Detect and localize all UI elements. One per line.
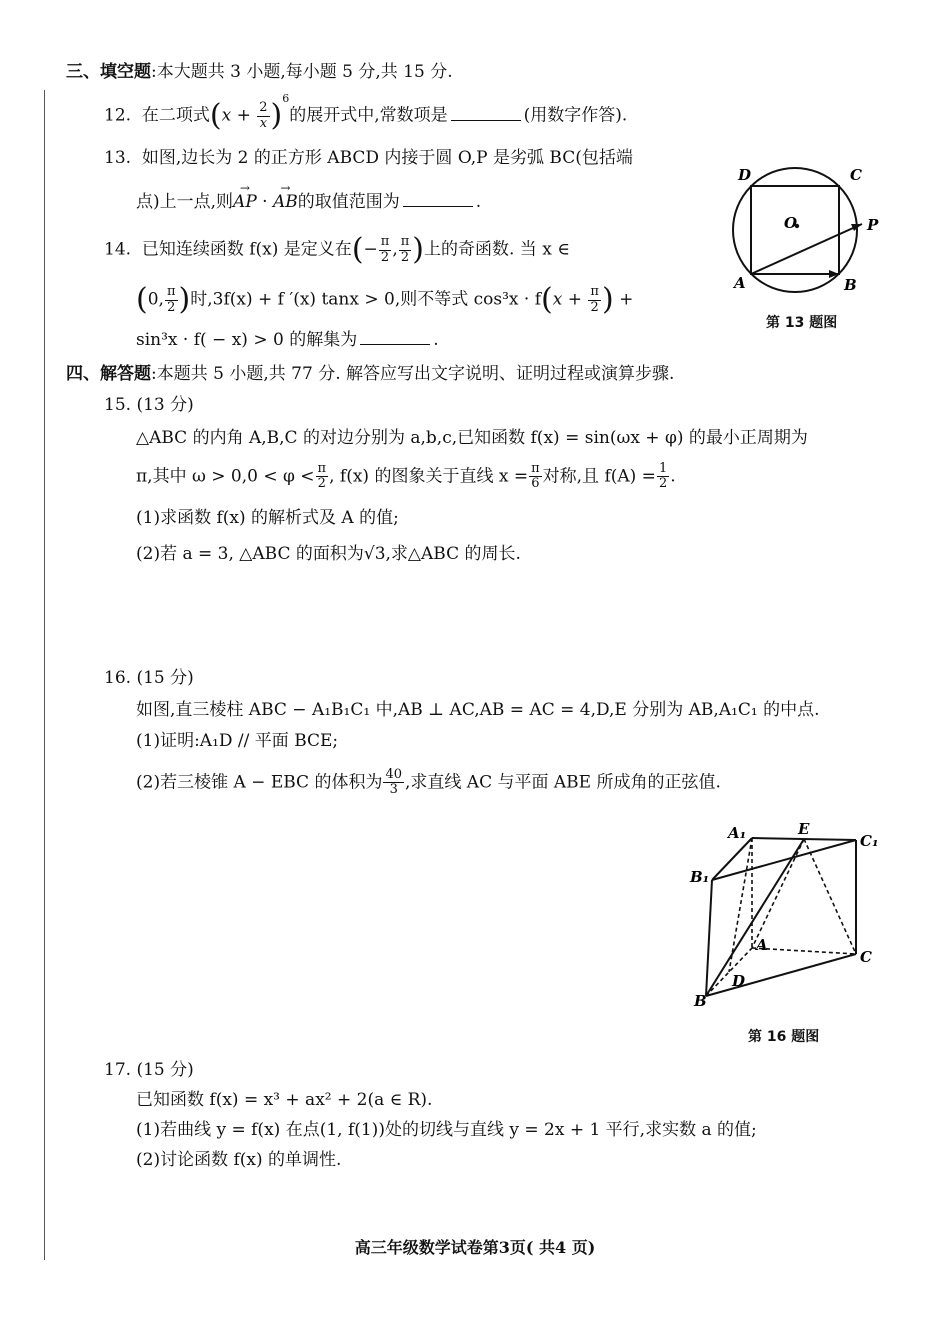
q16-edge-ea xyxy=(752,839,804,948)
q14-text-3-end: . xyxy=(433,330,439,350)
q14-interval-right-paren: ) xyxy=(412,232,424,267)
q12-frac-numerator: 2 xyxy=(259,100,268,116)
q16-frac-40: 40 xyxy=(385,767,402,782)
question-14-line-2 xyxy=(136,282,633,318)
q15-fraction-1-2 xyxy=(657,462,669,492)
q13-figure-caption: 第 13 题图 xyxy=(766,315,838,331)
q14-frac-2-c: 2 xyxy=(167,299,176,315)
q13-label-p: P xyxy=(867,216,879,234)
q14-arg-right-paren: ) xyxy=(601,282,614,317)
page-footer: 高三年级数学试卷第3页( 共4 页) xyxy=(354,1238,596,1257)
q13-answer-blank[interactable] xyxy=(403,206,473,207)
q16-label-b1: B₁ xyxy=(690,868,710,886)
q15-line-2-b: , f(x) 的图象关于直线 x = xyxy=(329,466,529,487)
q14-interval-left-paren: ( xyxy=(351,232,364,267)
q14-text-1-prefix: 已知连续函数 f(x) 是定义在 xyxy=(141,239,352,260)
q16-edge-b1c1 xyxy=(712,840,856,880)
q12-prefix: 在二项式 xyxy=(141,105,210,126)
q16-label-a: A xyxy=(756,936,768,954)
q13-figure xyxy=(720,160,890,300)
q14-zero: 0, xyxy=(147,289,164,310)
q14-frac-2-a: 2 xyxy=(380,249,390,265)
q14-fraction-pi-2-d xyxy=(588,285,601,315)
section-3-description: :本大题共 3 小题,每小题 5 分,共 15 分. xyxy=(151,62,453,82)
q14-frac-pi-d: π xyxy=(590,284,599,300)
q13-vector-ab: → AB xyxy=(273,192,298,212)
q15-sqrt3: √3 xyxy=(363,544,386,564)
q13-number: 13. xyxy=(104,148,132,168)
q15-part-2-suffix: ,求△ABC 的周长. xyxy=(385,544,521,564)
q14-frac-2-b: 2 xyxy=(400,249,410,265)
q15-frac-pi-b: π xyxy=(531,461,540,476)
q16-frac-3: 3 xyxy=(389,782,398,798)
q16-figure-caption: 第 16 题图 xyxy=(748,1029,820,1045)
q15-line-2 xyxy=(136,462,676,492)
q12-suffix: 的展开式中,常数项是 xyxy=(289,105,448,126)
q15-line-2-d: . xyxy=(670,466,676,487)
q13-vector-ap: → AP xyxy=(233,192,257,212)
left-margin-rule xyxy=(44,90,45,1260)
q13-text-2-prefix: 点)上一点,则 xyxy=(136,192,234,212)
question-13-line-2 xyxy=(136,192,481,212)
q13-text-2-end: . xyxy=(475,192,482,212)
q16-header: 16. (15 分) xyxy=(104,668,194,688)
q15-frac-2: 2 xyxy=(317,476,326,492)
q12-tail: (用数字作答). xyxy=(523,105,628,126)
q14-frac-pi-c: π xyxy=(166,284,176,300)
question-14-line-1 xyxy=(104,232,570,268)
q16-label-b: B xyxy=(694,992,707,1010)
q13-arrow-ab-head xyxy=(829,270,839,278)
section-4-title: 四、解答题 xyxy=(66,364,151,384)
section-3-header xyxy=(66,62,453,82)
q13-label-c: C xyxy=(850,166,862,184)
q14-comma: , xyxy=(392,239,398,260)
q14-minus: − xyxy=(363,239,378,260)
q17-line-1: 已知函数 f(x) = x³ + ax² + 2(a ∈ R). xyxy=(136,1090,433,1110)
q13-label-d: D xyxy=(738,166,752,184)
q16-label-d: D xyxy=(732,972,746,990)
q12-plus: + xyxy=(236,105,251,126)
q16-part-2 xyxy=(136,768,721,798)
q13-text-2-suffix: 的取值范围为 xyxy=(297,192,400,212)
q16-part-2-suffix: ,求直线 AC 与平面 ABE 所成角的正弦值. xyxy=(405,772,721,793)
q14-text-2-end: + xyxy=(619,289,634,310)
section-3-title: 三、填空题 xyxy=(66,62,151,82)
q14-fraction-pi-2 xyxy=(399,235,412,265)
q15-line-2-a: π,其中 ω > 0,0 < φ < xyxy=(136,466,315,487)
q16-label-a1: A₁ xyxy=(728,824,747,842)
q16-part-2-prefix: (2)若三棱锥 A − EBC 的体积为 xyxy=(136,772,383,793)
q14-answer-blank[interactable] xyxy=(360,344,430,345)
q16-edge-b1b xyxy=(706,880,712,996)
q14-fraction-neg-pi-2 xyxy=(379,235,392,265)
q14-arg-left-paren: ( xyxy=(541,282,553,317)
section-4-description: :本题共 5 小题,共 77 分. 解答应写出文字说明、证明过程或演算步骤. xyxy=(151,364,675,384)
q14-text-2: 时,3f(x) + f ′(x) tanx > 0,则不等式 cos³x · f xyxy=(190,289,542,310)
q12-fraction xyxy=(257,101,269,131)
q16-part-1: (1)证明:A₁D // 平面 BCE; xyxy=(136,731,339,751)
q14-arg-x: x + xyxy=(552,289,582,310)
q15-line-2-c: 对称,且 f(A) = xyxy=(542,466,656,487)
q13-label-b: B xyxy=(844,276,857,294)
q15-frac-1: 1 xyxy=(658,461,668,476)
q16-label-c1: C₁ xyxy=(860,832,879,850)
q16-figure xyxy=(688,820,888,1010)
q14-frac-pi-b: π xyxy=(400,234,410,250)
q13-label-o: O xyxy=(784,214,798,232)
q16-label-e: E xyxy=(798,820,810,838)
q16-edge-ec xyxy=(804,839,856,954)
section-4-header xyxy=(66,364,674,384)
q16-fraction-40-3 xyxy=(383,768,404,798)
q15-frac-2-b: 2 xyxy=(658,476,668,492)
q12-answer-blank[interactable] xyxy=(451,120,521,121)
q15-line-1: △ABC 的内角 A,B,C 的对边分别为 a,b,c,已知函数 f(x) = sin(ωx + φ) 的最小正周期为 xyxy=(136,428,808,448)
q17-header: 17. (15 分) xyxy=(104,1060,194,1080)
q15-frac-pi-a: π xyxy=(317,461,327,476)
q14-open-interval-right: ) xyxy=(178,282,191,317)
q12-left-paren: ( xyxy=(209,98,222,133)
q13-text-1: 如图,边长为 2 的正方形 ABCD 内接于圆 O,P 是劣弧 BC(包括端 xyxy=(141,148,633,168)
q17-part-2: (2)讨论函数 f(x) 的单调性. xyxy=(136,1150,342,1170)
q14-number: 14. xyxy=(104,239,132,260)
q15-part-2-prefix: (2)若 a = 3, △ABC 的面积为 xyxy=(136,544,364,564)
q13-label-a: A xyxy=(734,274,746,292)
q14-text-3: sin³x · f( − x) > 0 的解集为 xyxy=(136,330,358,350)
q13-dot: · xyxy=(256,192,273,212)
q15-fraction-pi-2 xyxy=(316,462,329,492)
question-14-line-3 xyxy=(136,330,439,350)
q12-right-paren: ) xyxy=(270,98,283,133)
q12-binom-x: x xyxy=(221,105,232,126)
q12-frac-denominator: x xyxy=(259,115,268,131)
q14-text-1-suffix: 上的奇函数. 当 x ∈ xyxy=(424,239,570,260)
question-13-line-1 xyxy=(104,148,633,168)
q14-frac-2-d: 2 xyxy=(590,299,599,315)
q15-part-2 xyxy=(136,544,521,564)
q16-label-c: C xyxy=(860,948,872,966)
q12-exponent: 6 xyxy=(282,91,290,105)
q12-number: 12. xyxy=(104,105,132,126)
q15-header: 15. (13 分) xyxy=(104,395,194,415)
q16-line-1: 如图,直三棱柱 ABC − A₁B₁C₁ 中,AB ⊥ AC,AB = AC = 4,D,E 分别为 AB,A₁C₁ 的中点. xyxy=(136,700,820,720)
q14-open-interval-left: ( xyxy=(136,282,148,317)
question-12 xyxy=(104,91,628,134)
q14-frac-pi-a: π xyxy=(380,234,390,250)
q15-fraction-pi-6 xyxy=(529,462,542,492)
q15-part-1: (1)求函数 f(x) 的解析式及 A 的值; xyxy=(136,508,399,528)
q17-part-1: (1)若曲线 y = f(x) 在点(1, f(1))处的切线与直线 y = 2x + 1 平行,求实数 a 的值; xyxy=(136,1120,757,1140)
q15-frac-6: 6 xyxy=(531,476,540,492)
q14-fraction-pi-2-c xyxy=(165,285,178,315)
